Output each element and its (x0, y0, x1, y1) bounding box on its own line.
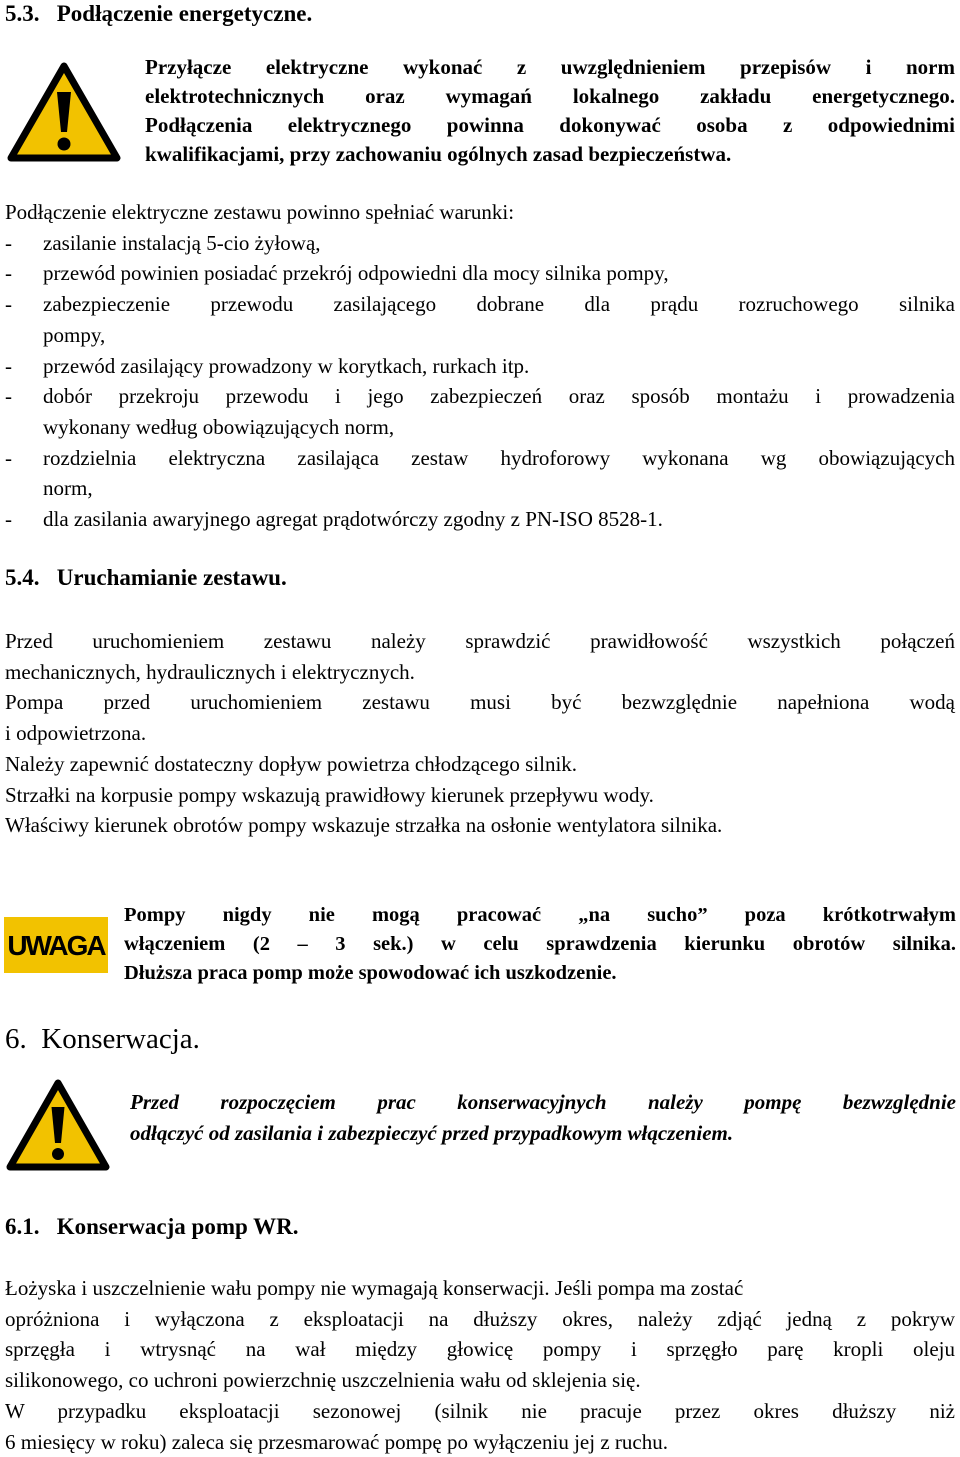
uwaga-logo-text: UWAGA (7, 930, 105, 961)
warning-line: elektrotechnicznych oraz wymagań lokalnego zakładu energetycznego. (145, 84, 955, 108)
section-heading-6-1: 6.1. Konserwacja pomp WR. (5, 1214, 299, 1239)
warning-triangle-icon (5, 60, 123, 164)
list-item-line: norm, (43, 476, 93, 501)
list-dash: - (5, 353, 12, 378)
electrical-warning-text (145, 53, 955, 169)
list-dash: - (5, 230, 12, 255)
list-item-line: wykonany według obowiązujących norm, (43, 414, 395, 439)
warning-line: włączeniem (2 – 3 sek.) w celu sprawdzenia kierunku obrotów silnika. (124, 933, 956, 955)
warning-line: kwalifikacjami, przy zachowaniu ogólnych zasad bezpieczeństwa. (145, 142, 732, 166)
connection-conditions (5, 197, 955, 535)
section-heading-6: 6. Konserwacja. (5, 1023, 200, 1055)
dry-run-warning (124, 901, 956, 988)
pump-maintenance-text (5, 1273, 955, 1457)
list-item (5, 258, 955, 289)
list-item-line: dla zasilania awaryjnego agregat prądotwórczy zgodny z PN-ISO 8528-1. (43, 507, 663, 532)
startup-instructions (5, 626, 955, 841)
paragraph-line: silikonowego, co uchroni powierzchnię uszczelnienia wału od sklejenia się. (5, 1368, 641, 1393)
paragraph-line: Łożyska i uszczelnienie wału pompy nie wymagają konserwacji. Jeśli pompa ma zostać (5, 1276, 744, 1300)
paragraph-line: mechanicznych, hydraulicznych i elektrycznych. (5, 659, 415, 684)
paragraph-line: sprzęgła i wtrysnąć na wał między głowicę pompy i sprzęgło parę kropli oleju (5, 1337, 955, 1362)
paragraph-line: i odpowietrzona. (5, 721, 147, 746)
warning-line: Przed rozpoczęciem prac konserwacyjnych należy pompę bezwzględnie (130, 1090, 956, 1114)
list-item (5, 504, 955, 535)
conditions-intro: Podłączenie elektryczne zestawu powinno spełniać warunki: (5, 200, 515, 224)
list-dash: - (5, 507, 12, 532)
list-item (5, 443, 955, 504)
paragraph-line: opróżniona i wyłączona z eksploatacji na dłuższy okres, należy zdjąć jedną z pokryw (5, 1306, 955, 1331)
section-heading-5-3: 5.3. Podłączenie energetyczne. (5, 1, 313, 26)
list-item-line: przewód powinien posiadać przekrój odpowiedni dla mocy silnika pompy, (43, 261, 669, 286)
warning-line: Pompy nigdy nie mogą pracować „na sucho” poza krótkotrwałym (124, 904, 956, 926)
list-item (5, 351, 955, 382)
list-item (5, 228, 955, 259)
warning-line: Podłączenia elektrycznego powinna dokonywać osoba z odpowiednimi (145, 113, 955, 137)
maintenance-warning (130, 1087, 956, 1149)
paragraph-line: Pompa przed uruchomieniem zestawu musi być bezwzględnie napełniona wodą (5, 690, 955, 715)
list-dash: - (5, 384, 12, 409)
list-dash: - (5, 261, 12, 286)
list-item-line: rozdzielnia elektryczna zasilająca zestaw hydroforowy wykonana wg obowiązujących (43, 445, 955, 470)
list-item-line: zasilanie instalacją 5-cio żyłową, (43, 230, 321, 255)
warning-triangle-icon (4, 1077, 112, 1173)
list-item-line: dobór przekroju przewodu i jego zabezpieczeń oraz sposób montażu i prowadzenia (43, 384, 955, 409)
paragraph-line: Strzałki na korpusie pompy wskazują prawidłowy kierunek przepływu wody. (5, 782, 654, 807)
list-dash: - (5, 292, 12, 317)
list-item-line: zabezpieczenie przewodu zasilającego dobrane dla prądu rozruchowego silnika (43, 292, 955, 317)
list-item-line: pompy, (43, 322, 106, 347)
list-item-line: przewód zasilający prowadzony w korytkach, rurkach itp. (43, 353, 530, 378)
list-item (5, 289, 955, 350)
uwaga-label-icon (4, 917, 108, 973)
warning-line: Dłuższa praca pomp może spowodować ich uszkodzenie. (124, 962, 617, 984)
paragraph-line: Właściwy kierunek obrotów pompy wskazuje strzałka na osłonie wentylatora silnika. (5, 813, 723, 838)
paragraph-line: Przed uruchomieniem zestawu należy sprawdzić prawidłowość wszystkich połączeń (5, 629, 955, 653)
paragraph-line: W przypadku eksploatacji sezonowej (silnik nie pracuje przez okres dłuższy niż (5, 1398, 955, 1423)
list-dash: - (5, 445, 12, 470)
paragraph-line: Należy zapewnić dostateczny dopływ powietrza chłodzącego silnik. (5, 751, 578, 776)
list-item (5, 381, 955, 442)
warning-line: Przyłącze elektryczne wykonać z uwzględnieniem przepisów i norm (145, 55, 955, 79)
warning-line: odłączyć od zasilania i zabezpieczyć przed przypadkowym włączeniem. (130, 1121, 734, 1145)
paragraph-line: 6 miesięcy w roku) zaleca się przesmarować pompę po wyłączeniu jej z ruchu. (5, 1429, 668, 1454)
section-heading-5-4: 5.4. Uruchamianie zestawu. (5, 565, 287, 590)
